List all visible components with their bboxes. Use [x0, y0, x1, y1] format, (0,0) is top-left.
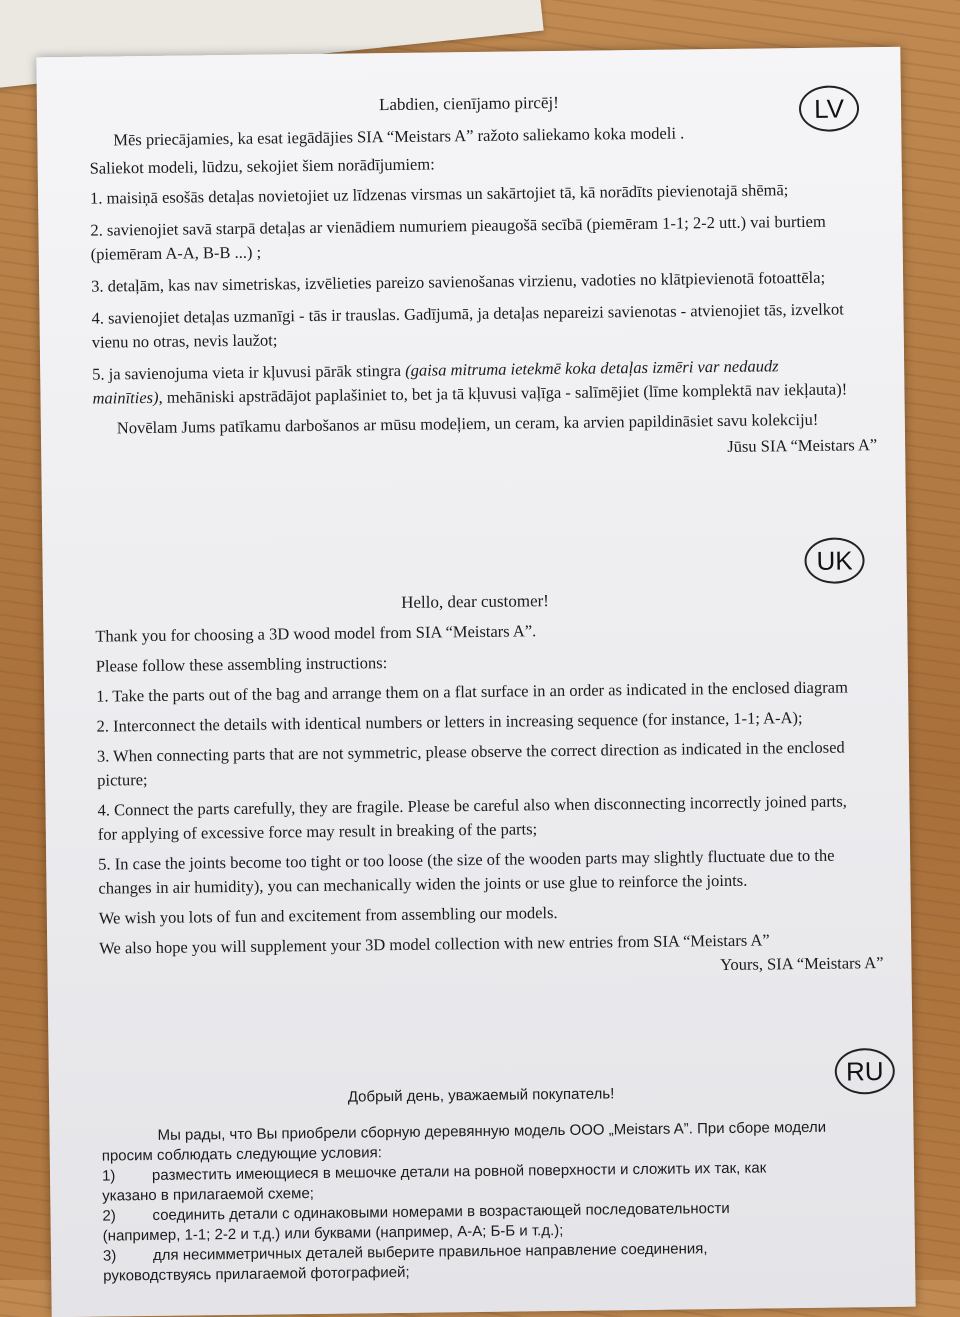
ru-item-text: для несимметричных деталей выберите правильное направление соединения,	[152, 1240, 708, 1264]
lv-lead: Saliekot modeli, lūdzu, sekojiet šiem norādījumiem:	[89, 154, 435, 178]
lv-item-1: 1. maisiņā esošās detaļas novietojiet uz līdzenas virsmas un sakārtojiet tā, kā norādīts pievienotajā shēmā;	[89, 180, 789, 208]
lv-item-5-end: , mehāniski apstrādājot paplašiniet to, bet ja tā kļuvusi vaļīga - salīmējiet (līme komplektā nav iekļauta)!	[158, 379, 848, 407]
uk-intro: Thank you for choosing a 3D wood model from SIA “Meistars A”.	[95, 621, 537, 646]
instruction-sheet	[36, 47, 915, 1317]
uk-item-4: 4. Connect the parts carefully, they are fragile. Please be careful also when disconnecting incorrectly joined parts, for applying of excessive force may result in breaking of the parts;	[97, 791, 847, 844]
uk-hope: We also hope you will supplement your 3D model collection with new entries from SIA “Meistars A”	[99, 930, 770, 958]
lv-intro: Mēs priecājamies, ka esat iegādājies SIA “Meistars A” ražoto saliekamo koka modeli .	[113, 123, 685, 150]
uk-lead: Please follow these assembling instructions:	[95, 653, 388, 676]
lv-item-3: 3. detaļām, kas nav simetriskas, izvēlieties pareizo savienošanas virzienu, vadoties no klātpievienotā fotoattēla;	[91, 267, 826, 296]
lv-closing: Novēlam Jums patīkamu darbošanos ar mūsu modeļiem, un ceram, ka arvien papildināsiet savu kolekciju!	[116, 409, 819, 438]
lv-signature: Jūsu SIA “Meistars A”	[727, 435, 878, 456]
uk-item-1: 1. Take the parts out of the bag and arrange them on a flat surface in an order as indicated in the enclosed diagram	[96, 677, 848, 706]
uk-item-3: 3. When connecting parts that are not symmetric, please observe the correct direction as indicated in the enclosed picture;	[96, 737, 845, 790]
uk-section	[43, 544, 912, 984]
uk-greeting: Hello, dear customer!	[401, 591, 550, 612]
ru-intro: Мы рады, что Вы приобрели сборную деревянную модель ООО „Meistars A”. При сборе модели просим соблюдать следующие условия:	[101, 1118, 827, 1165]
ru-item-num: 3)	[102, 1247, 117, 1265]
uk-signature: Yours, SIA “Meistars A”	[720, 953, 884, 975]
ru-item-text: соединить детали с одинаковыми номерами в возрастающей последовательности	[152, 1199, 730, 1224]
ru-language-badge: RU	[835, 1048, 896, 1095]
ru-greeting: Добрый день, уважаемый покупатель!	[347, 1085, 615, 1106]
lv-language-badge: LV	[799, 85, 860, 132]
ru-item-text: руководствуясь прилагаемой фотографией;	[103, 1263, 410, 1285]
lv-item-5	[40, 353, 905, 412]
lv-item-4: 4. savienojiet detaļas uzmanīgi - tās ir trauslas. Gadījumā, ja detaļas nepareizi savienotas - atvienojiet tās, izvelkot vienu no otras, nevis laužot;	[91, 299, 844, 352]
lv-item-5-start: 5. ja savienojuma vieta ir kļuvusi pārāk stingra	[92, 360, 406, 384]
lv-item-2: 2. savienojiet savā starpā detaļas ar vienādiem numuriem pieaugošā secībā (piemēram 1-1; 2-2 utt.) vai burtiem (piemēram A-A, B-B ...) ;	[90, 211, 826, 264]
ru-section	[49, 1055, 915, 1288]
ru-item-num: 1)	[101, 1167, 116, 1185]
uk-language-badge: UK	[804, 537, 865, 584]
lv-greeting: Labdien, cienījamo pircēj!	[378, 92, 559, 115]
lv-item-5-italic: (gaisa mitruma ietekmē koka detaļas izmēri var nedaudz mainīties)	[92, 356, 779, 408]
uk-wish: We wish you lots of fun and excitement from assembling our models.	[98, 903, 558, 928]
ru-item-text: указано в прилагаемой схеме;	[102, 1185, 315, 1205]
uk-item-2: 2. Interconnect the details with identical numbers or letters in increasing sequence (for instance, 1-1; A-A);	[96, 708, 803, 736]
ru-item-text: (например, 1-1; 2-2 и т.д.) или буквами (например, А-А; Б-Б и т.д.);	[102, 1221, 564, 1245]
uk-item-5: 5. In case the joints become too tight or too loose (the size of the wooden parts may slightly fluctuate due to the changes in air humidity), you can mechanically widen the joints or use glue to reinforce the joints.	[98, 845, 835, 898]
lv-section	[37, 89, 905, 466]
ru-item-num: 2)	[102, 1207, 116, 1225]
ru-item-text: разместить имеющиеся в мешочке детали на ровной поверхности и сложить их так, как	[151, 1159, 767, 1184]
